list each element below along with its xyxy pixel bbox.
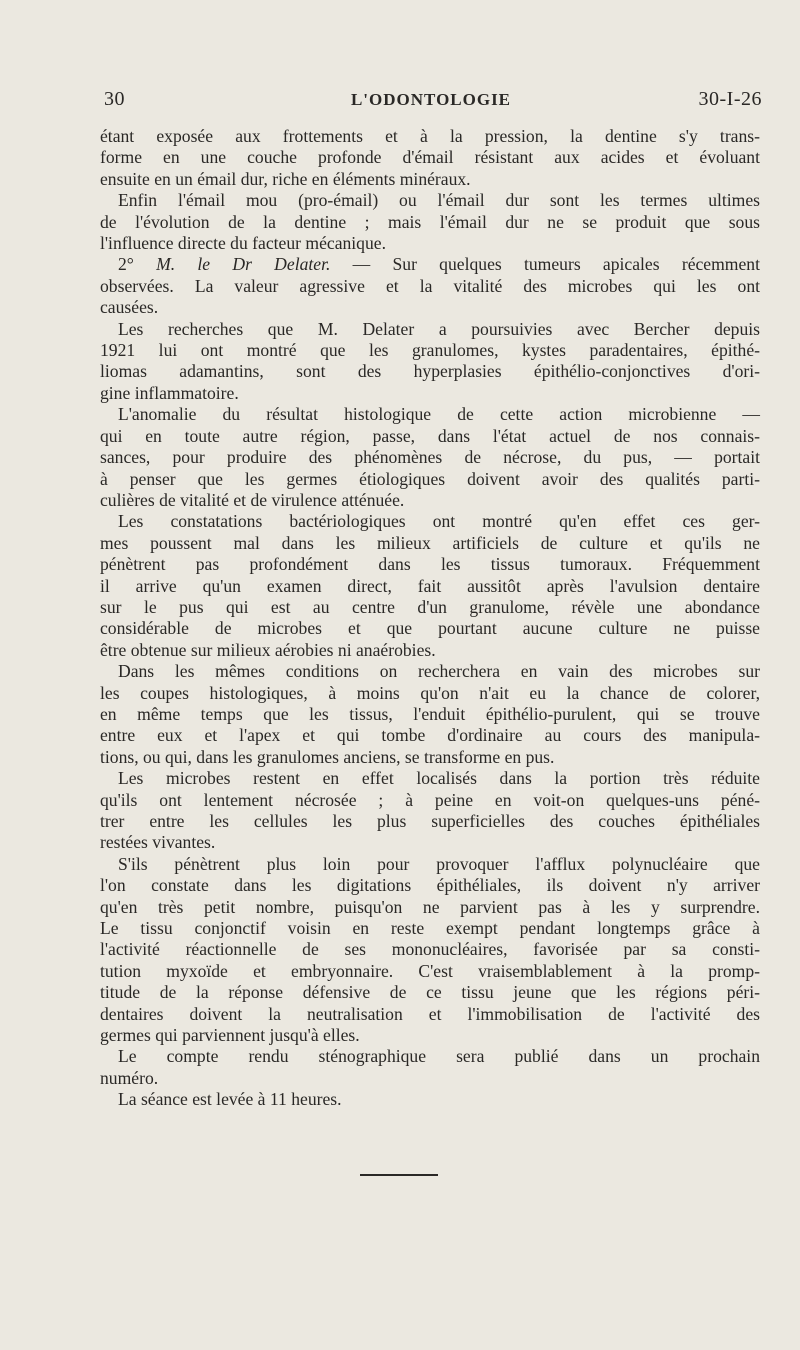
text-line: Les recherches que M. Delater a poursuivies avec Bercher depuis xyxy=(118,318,760,339)
text-line: étant exposée aux frottements et à la pression, la dentine s'y trans- xyxy=(100,126,760,146)
text-line: en même temps que les tissus, l'enduit épithélio-purulent, qui se trouve xyxy=(100,703,760,724)
text-line: Dans les mêmes conditions on recherchera en vain des microbes sur xyxy=(118,661,760,682)
item-number: 2° xyxy=(118,254,134,275)
text-line: culières de vitalité et de virulence atténuée. xyxy=(100,489,405,510)
text-line: titude de la réponse défensive de ce tissu jeune que les régions péri- xyxy=(100,982,760,1003)
text-line: qui en toute autre région, passe, dans l'état actuel de nos connais- xyxy=(100,425,760,446)
text-line: germes qui parviennent jusqu'à elles. xyxy=(100,1025,360,1046)
section-divider xyxy=(360,1174,438,1176)
text-line: forme en une couche profonde d'émail résistant aux acides et évoluant xyxy=(100,147,760,168)
text-line: Les constatations bactériologiques ont montré qu'en effet ces ger- xyxy=(118,511,760,532)
text-line: qu'en très petit nombre, puisqu'on ne parvient pas à les y surprendre. xyxy=(100,896,760,917)
text-line: restées vivantes. xyxy=(100,832,216,853)
text-line: les coupes histologiques, à moins qu'on n'ait eu la chance de colorer, xyxy=(100,682,760,703)
text-line: Les microbes restent en effet localisés dans la portion très réduite xyxy=(118,768,760,789)
text-line: l'activité réactionnelle de ses mononucléaires, favorisée par sa consti- xyxy=(100,939,760,960)
text-line: sur le pus qui est au centre d'un granulome, révèle une abondance xyxy=(100,596,760,617)
text-line: sances, pour produire des phénomènes de nécrose, du pus, — portait xyxy=(100,447,760,468)
text-line: Le tissu conjonctif voisin en reste exempt pendant longtemps grâce à xyxy=(100,918,760,939)
text-line: gine inflammatoire. xyxy=(100,382,239,403)
running-header xyxy=(100,88,762,118)
text-line: tions, ou qui, dans les granulomes anciens, se transforme en pus. xyxy=(100,746,555,767)
agenda-item-title: — Sur quelques tumeurs apicales récemment xyxy=(352,254,760,275)
text-line: S'ils pénètrent plus loin pour provoquer l'afflux polynucléaire que xyxy=(118,853,760,874)
text-line: qu'ils ont lentement nécrosée ; à peine en voit-on quelques-uns péné- xyxy=(100,789,760,810)
text-line: l'on constate dans les digitations épithéliales, ils doivent n'y arriver xyxy=(100,875,760,896)
text-line: Le compte rendu sténographique sera publié dans un prochain xyxy=(118,1046,760,1067)
issue-date: 30-I-26 xyxy=(698,88,762,110)
text-line: ensuite en un émail dur, riche en éléments minéraux. xyxy=(100,168,471,189)
page-number: 30 xyxy=(104,88,125,110)
text-line: tution myxoïde et embryonnaire. C'est vraisemblablement à la promp- xyxy=(100,960,760,981)
closing-line: La séance est levée à 11 heures. xyxy=(118,1089,342,1110)
agenda-item-line xyxy=(100,254,760,275)
text-line: pénètrent pas profondément dans les tissus tumoraux. Fréquemment xyxy=(100,554,760,575)
text-line: considérable de microbes et que pourtant aucune culture ne puisse xyxy=(100,618,760,639)
text-line: numéro. xyxy=(100,1067,159,1088)
text-line: 1921 lui ont montré que les granulomes, kystes paradentaires, épithé- xyxy=(100,340,760,361)
text-line: causées. xyxy=(100,297,159,318)
text-line: à penser que les germes étiologiques doivent avoir des qualités parti- xyxy=(100,468,760,489)
article-body xyxy=(100,126,760,1111)
text-line: de l'évolution de la dentine ; mais l'émail dur ne se produit que sous xyxy=(100,211,760,232)
text-line: L'anomalie du résultat histologique de cette action microbienne — xyxy=(118,404,760,425)
text-line: dentaires doivent la neutralisation et l'immobilisation de l'activité des xyxy=(100,1003,760,1024)
text-line: liomas adamantins, sont des hyperplasies épithélio-conjonctives d'ori- xyxy=(100,361,760,382)
text-line: mes poussent mal dans les milieux artificiels de culture et qu'ils ne xyxy=(100,532,760,553)
text-line: Enfin l'émail mou (pro-émail) ou l'émail dur sont les termes ultimes xyxy=(118,190,760,211)
text-line: être obtenue sur milieux aérobies ni anaérobies. xyxy=(100,639,436,660)
text-line: entre eux et l'apex et qui tombe d'ordinaire au cours des manipula- xyxy=(100,725,760,746)
text-line: il arrive qu'un examen direct, fait aussitôt après l'avulsion dentaire xyxy=(100,575,760,596)
text-line: observées. La valeur agressive et la vitalité des microbes qui les ont xyxy=(100,275,760,296)
journal-title: L'ODONTOLOGIE xyxy=(350,90,512,109)
text-line: trer entre les cellules les plus superficielles des couches épithéliales xyxy=(100,811,760,831)
text-line: l'influence directe du facteur mécanique. xyxy=(100,233,386,254)
speaker-name: M. le Dr Delater. xyxy=(156,254,331,275)
